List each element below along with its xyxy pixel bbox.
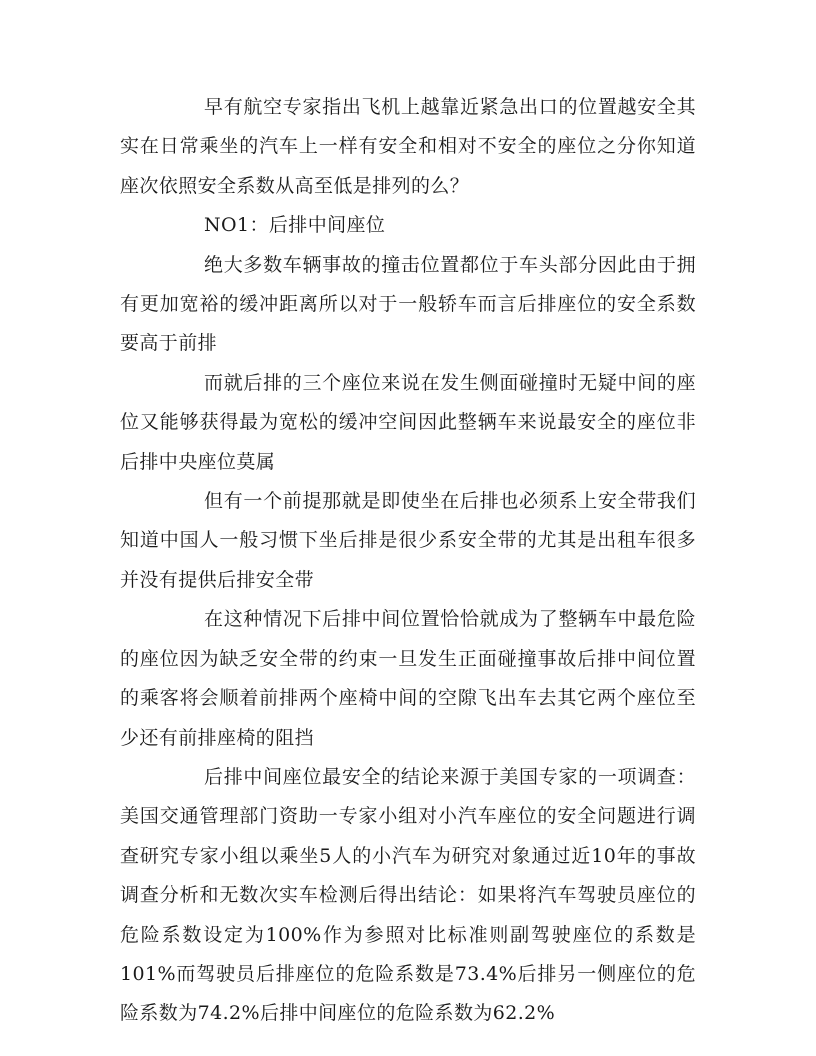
body-paragraph: 绝大多数车辆事故的撞击位置都位于车头部分因此由于拥有更加宽裕的缓冲距离所以对于一般轿车而言后排座位的安全系数要高于前排 <box>120 253 696 355</box>
intro-paragraph: 早有航空专家指出飞机上越靠近紧急出口的位置越安全其实在日常乘坐的汽车上一样有安全和相对不安全的座位之分你知道座次依照安全系数从高至低是排列的么？ <box>120 96 696 197</box>
section-heading-no1: NO1：后排中间座位 <box>204 214 386 237</box>
body-paragraph: 后排中间座位最安全的结论来源于美国专家的一项调查：美国交通管理部门资助一专家小组对小汽车座位的安全问题进行调查研究专家小组以乘坐5人的小汽车为研究对象通过近10年的事故调查分析和无数次实车检测后得出结论：如果将汽车驾驶员座位的危险系数设定为100%作为参照对比标准则副驾驶座位的系数是101%而驾驶员后排座位的危险系数是73.4%后排另一侧座位的危险系数为74.2%后排中间座位的危险系数为62.2% <box>120 765 696 1025</box>
body-paragraph: 在这种情况下后排中间位置恰恰就成为了整辆车中最危险的座位因为缺乏安全带的约束一旦发生正面碰撞事故后排中间位置的乘客将会顺着前排两个座椅中间的空隙飞出车去其它两个座位至少还有前排座椅的阻挡 <box>120 608 696 749</box>
body-paragraph: 但有一个前提那就是即使坐在后排也必须系上安全带我们知道中国人一般习惯下坐后排是很少系安全带的尤其是出租车很多并没有提供后排安全带 <box>120 490 696 591</box>
document-body <box>120 88 696 1034</box>
body-paragraph: 而就后排的三个座位来说在发生侧面碰撞时无疑中间的座位又能够获得最为宽松的缓冲空间因此整辆车来说最安全的座位非后排中央座位莫属 <box>120 371 696 473</box>
